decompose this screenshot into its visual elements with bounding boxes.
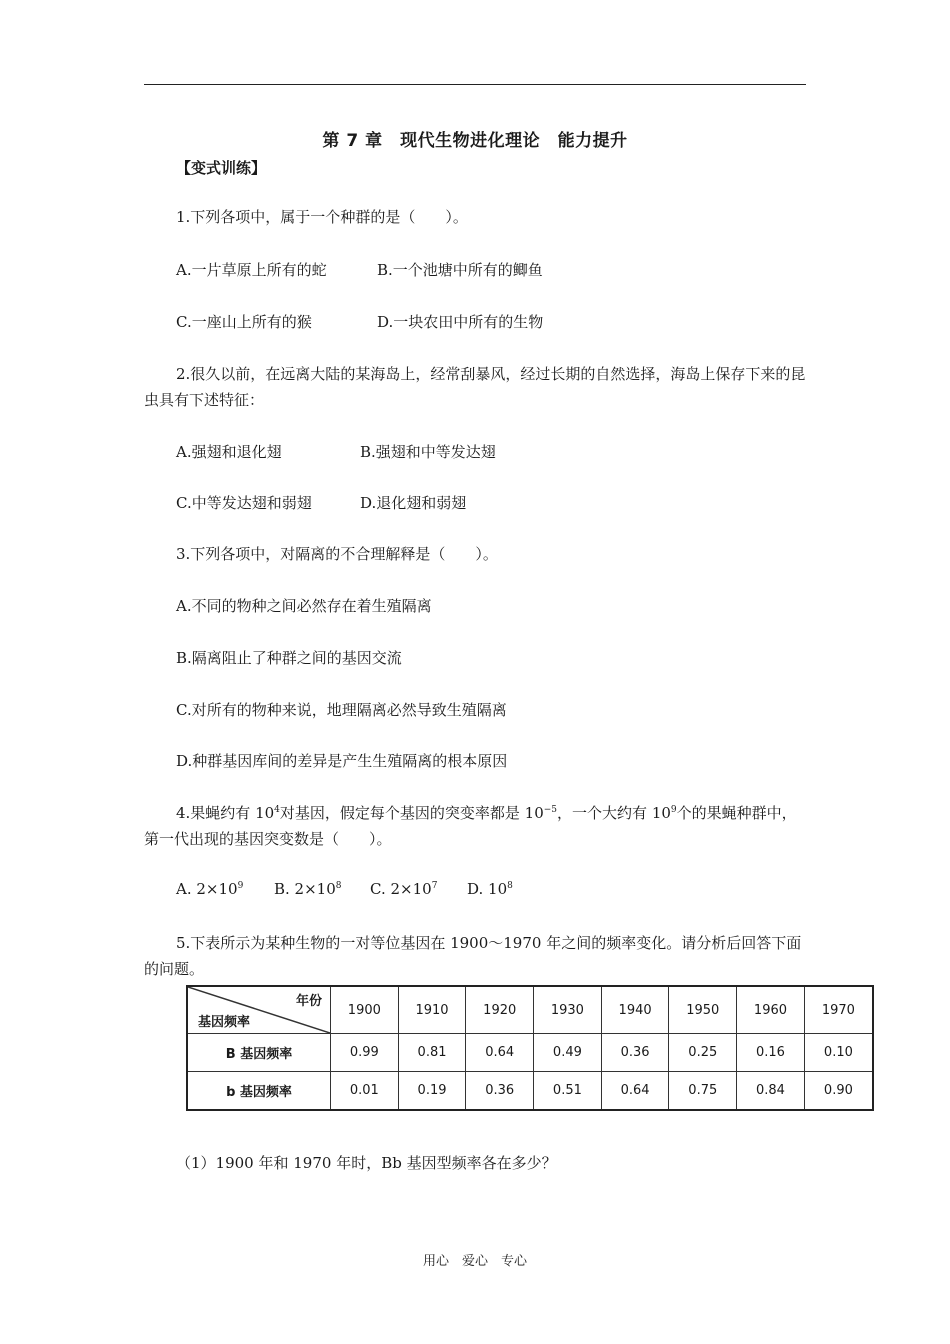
corner-label-frequency: 基因频率 bbox=[198, 1015, 251, 1030]
year-cell: 1910 bbox=[398, 986, 466, 1034]
table-cell: 0.01 bbox=[331, 1071, 399, 1110]
q2-stem: 2.很久以前，在远离大陆的某海岛上，经常刮暴风，经过长期的自然选择，海岛上保存下来的昆虫具有下述特征： bbox=[144, 365, 806, 409]
table-header-row bbox=[187, 986, 873, 1034]
table-cell: 0.36 bbox=[466, 1071, 534, 1110]
gene-frequency-table bbox=[186, 985, 874, 1111]
table-cell: 0.51 bbox=[534, 1071, 602, 1110]
table-cell: 0.16 bbox=[737, 1034, 805, 1072]
table-cell: 0.81 bbox=[398, 1034, 466, 1072]
table-cell: 0.10 bbox=[804, 1034, 873, 1072]
q4-option-b bbox=[274, 880, 342, 898]
table-row bbox=[187, 1034, 873, 1072]
q4-text-2: 对基因，假定每个基因的突变率都是 10 bbox=[279, 804, 544, 822]
table-cell: 0.36 bbox=[601, 1034, 669, 1072]
year-cell: 1940 bbox=[601, 986, 669, 1034]
q5-subquestion-1: （1）1900 年和 1970 年时，Bb 基因型频率各在多少？ bbox=[176, 1154, 557, 1172]
q4-exp-2: −5 bbox=[543, 805, 558, 815]
q3-stem: 3.下列各项中，对隔离的不合理解释是（ ）。 bbox=[176, 545, 498, 563]
table-cell: 0.75 bbox=[669, 1071, 737, 1110]
page-title: 第 7 章 现代生物进化理论 能力提升 bbox=[322, 131, 628, 151]
row-label-b: b 基因频率 bbox=[187, 1071, 331, 1110]
q4-exp-1: 4 bbox=[274, 805, 280, 815]
q4-option-c-base: C. 2×10 bbox=[370, 880, 432, 898]
corner-label-year: 年份 bbox=[295, 994, 322, 1009]
q1-option-b: B.一个池塘中所有的鲫鱼 bbox=[377, 261, 543, 279]
year-cell: 1950 bbox=[669, 986, 737, 1034]
q4-option-a bbox=[176, 880, 243, 898]
year-cell: 1900 bbox=[331, 986, 399, 1034]
q2-option-a: A.强翅和退化翅 bbox=[176, 443, 282, 461]
q4-option-d bbox=[467, 880, 513, 898]
q4-option-a-base: A. 2×10 bbox=[176, 880, 238, 898]
table-cell: 0.64 bbox=[466, 1034, 534, 1072]
q4-text-3: ，一个大约有 10 bbox=[557, 804, 671, 822]
table-cell: 0.99 bbox=[331, 1034, 399, 1072]
table-cell: 0.49 bbox=[534, 1034, 602, 1072]
q2-option-b: B.强翅和中等发达翅 bbox=[360, 443, 496, 461]
q3-option-c: C.对所有的物种来说，地理隔离必然导致生殖隔离 bbox=[176, 701, 507, 719]
q4-option-d-exp: 8 bbox=[507, 881, 513, 891]
q4-option-b-exp: 8 bbox=[335, 881, 342, 891]
q1-option-d: D.一块农田中所有的生物 bbox=[377, 313, 544, 331]
section-heading: 【变式训练】 bbox=[176, 159, 267, 177]
table-cell: 0.64 bbox=[601, 1071, 669, 1110]
q3-option-a: A.不同的物种之间必然存在着生殖隔离 bbox=[176, 597, 432, 615]
q4-option-a-exp: 9 bbox=[237, 881, 244, 891]
q4-exp-3: 9 bbox=[670, 805, 677, 815]
table-corner-cell bbox=[187, 986, 331, 1034]
header-rule bbox=[144, 84, 806, 85]
q1-stem: 1.下列各项中，属于一个种群的是（ ）。 bbox=[176, 208, 468, 226]
q4-stem bbox=[144, 800, 808, 852]
q3-option-b: B.隔离阻止了种群之间的基因交流 bbox=[176, 649, 402, 667]
q1-option-c: C.一座山上所有的猴 bbox=[176, 313, 312, 331]
year-cell: 1930 bbox=[534, 986, 602, 1034]
q4-option-c bbox=[370, 880, 437, 898]
q1-option-a: A.一片草原上所有的蛇 bbox=[176, 261, 327, 279]
row-label-B: B 基因频率 bbox=[187, 1034, 331, 1072]
year-cell: 1960 bbox=[737, 986, 805, 1034]
table-row bbox=[187, 1071, 873, 1110]
table-cell: 0.19 bbox=[398, 1071, 466, 1110]
table-cell: 0.84 bbox=[737, 1071, 805, 1110]
year-cell: 1970 bbox=[804, 986, 873, 1034]
q2-option-d: D.退化翅和弱翅 bbox=[360, 494, 467, 512]
q4-text-1: 4.果蝇约有 10 bbox=[176, 804, 275, 822]
q4-option-b-base: B. 2×10 bbox=[274, 880, 336, 898]
q4-option-c-exp: 7 bbox=[431, 881, 438, 891]
q5-stem: 5.下表所示为某种生物的一对等位基因在 1900～1970 年之间的频率变化。请分析后回答下面的问题。 bbox=[144, 934, 802, 978]
q3-option-d: D.种群基因库间的差异是产生生殖隔离的根本原因 bbox=[176, 752, 508, 770]
q4-option-d-base: D. 10 bbox=[467, 880, 508, 898]
year-cell: 1920 bbox=[466, 986, 534, 1034]
q2-option-c: C.中等发达翅和弱翅 bbox=[176, 494, 312, 512]
table-cell: 0.25 bbox=[669, 1034, 737, 1072]
page-footer: 用心 爱心 专心 bbox=[422, 1254, 527, 1269]
table-cell: 0.90 bbox=[804, 1071, 873, 1110]
q4-text-4: 个的果蝇种群中，第一代出现的基因突变数是（ ）。 bbox=[144, 804, 797, 848]
